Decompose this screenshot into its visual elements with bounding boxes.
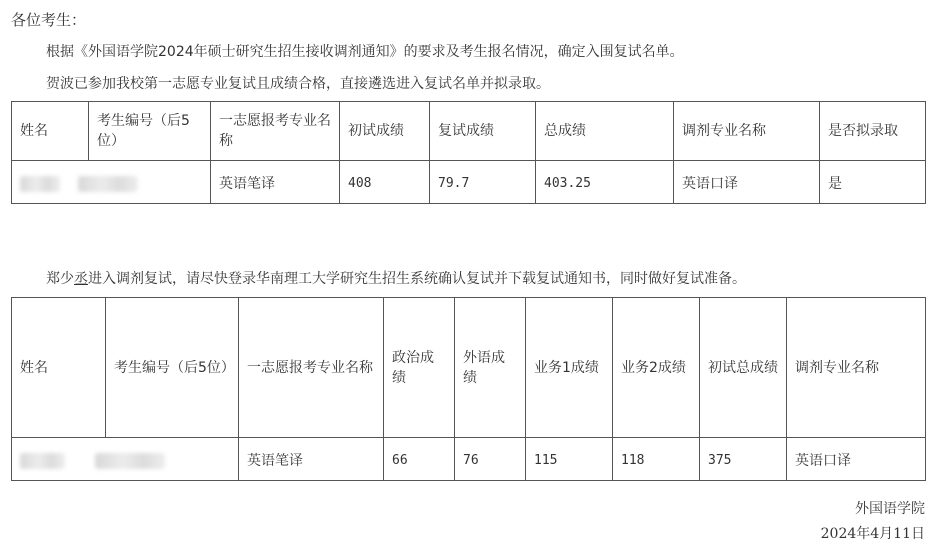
cell-first-choice-major: 英语笔译 <box>211 161 340 204</box>
header-initial-score: 初试成绩 <box>340 102 430 161</box>
cell-foreign-language-score: 76 <box>455 438 526 481</box>
header-politics-score: 政治成绩 <box>384 298 455 438</box>
signature-org: 外国语学院 <box>855 501 925 517</box>
header-subject1-score: 业务1成绩 <box>526 298 613 438</box>
header-total-score: 总成绩 <box>536 102 674 161</box>
redacted-name <box>20 176 60 192</box>
header-initial-total: 初试总成绩 <box>700 298 787 438</box>
header-name: 姓名 <box>12 298 106 438</box>
table-header-row <box>12 298 926 438</box>
cell-total-score: 403.25 <box>536 161 674 204</box>
redacted-name-id <box>12 438 239 481</box>
header-adjusted-major: 调剂专业名称 <box>787 298 926 438</box>
admitted-table <box>11 101 926 204</box>
table-header-row <box>12 102 926 161</box>
header-admitted: 是否拟录取 <box>820 102 926 161</box>
cell-initial-score: 408 <box>340 161 430 204</box>
header-first-choice-major: 一志愿报考专业名称 <box>239 298 384 438</box>
admission-notice-paragraph: 贺波已参加我校第一志愿专业复试且成绩合格，直接遴选进入复试名单并拟录取。 <box>46 76 550 92</box>
redacted-name <box>20 453 65 469</box>
header-foreign-language-score: 外语成绩 <box>455 298 526 438</box>
header-retest-score: 复试成绩 <box>430 102 536 161</box>
cell-adjusted-major: 英语口译 <box>674 161 820 204</box>
greeting: 各位考生： <box>11 11 87 29</box>
cell-initial-total: 375 <box>700 438 787 481</box>
signature-date: 2024年4月11日 <box>820 526 925 542</box>
cell-politics-score: 66 <box>384 438 455 481</box>
retest-notice-text: 进入调剂复试，请尽快登录华南理工大学研究生招生系统确认复试并下载复试通知书，同时做好复试准备。 <box>88 271 746 287</box>
cell-subject2-score: 118 <box>613 438 700 481</box>
header-name: 姓名 <box>12 102 89 161</box>
redacted-candidate-id <box>78 176 138 192</box>
redacted-candidate-id <box>95 453 165 469</box>
cell-subject1-score: 115 <box>526 438 613 481</box>
header-candidate-id: 考生编号（后5位） <box>89 102 211 161</box>
header-first-choice-major: 一志愿报考专业名称 <box>211 102 340 161</box>
retest-notice-underlined: 丞 <box>74 271 88 287</box>
table-row <box>12 161 926 204</box>
cell-first-choice-major: 英语笔译 <box>239 438 384 481</box>
cell-adjusted-major: 英语口译 <box>787 438 926 481</box>
redacted-name-id <box>12 161 211 204</box>
retest-table <box>11 297 926 481</box>
table-row <box>12 438 926 481</box>
header-adjusted-major: 调剂专业名称 <box>674 102 820 161</box>
retest-notice-paragraph <box>46 268 746 288</box>
header-subject2-score: 业务2成绩 <box>613 298 700 438</box>
intro-paragraph: 根据《外国语学院2024年硕士研究生招生接收调剂通知》的要求及考生报名情况，确定入围复试名单。 <box>46 44 684 60</box>
header-candidate-id: 考生编号（后5位） <box>106 298 239 438</box>
cell-retest-score: 79.7 <box>430 161 536 204</box>
cell-admitted: 是 <box>820 161 926 204</box>
retest-notice-prefix: 郑少 <box>46 271 74 287</box>
